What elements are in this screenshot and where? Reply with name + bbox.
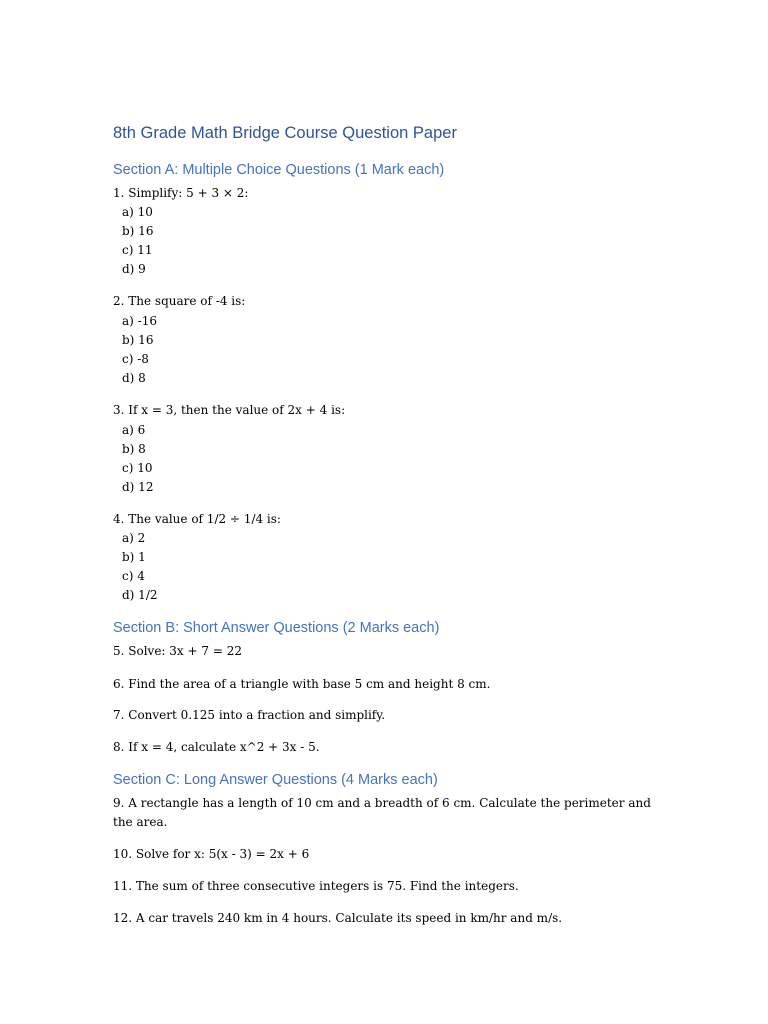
question-9: 9. A rectangle has a length of 10 cm and a breadth of 6 cm. Calculate the perimeter and the area. [113, 796, 651, 829]
section-a-heading: Section A: Multiple Choice Questions (1 Mark each) [113, 162, 445, 178]
question-2-option-c: c) -8 [122, 352, 149, 366]
question-6: 6. Find the area of a triangle with base 5 cm and height 8 cm. [113, 677, 491, 691]
question-1: 1. Simplify: 5 + 3 × 2: [113, 186, 249, 200]
question-4-option-d: d) 1/2 [122, 588, 158, 602]
question-3: 3. If x = 3, then the value of 2x + 4 is: [113, 403, 346, 417]
question-1-option-c: c) 11 [122, 243, 153, 257]
question-2: 2. The square of -4 is: [113, 294, 246, 308]
question-4-option-a: a) 2 [122, 531, 146, 545]
question-3-option-b: b) 8 [122, 442, 146, 456]
question-12: 12. A car travels 240 km in 4 hours. Calculate its speed in km/hr and m/s. [113, 911, 563, 925]
section-c-heading: Section C: Long Answer Questions (4 Marks each) [113, 772, 438, 788]
question-2-option-b: b) 16 [122, 333, 154, 347]
question-3-option-c: c) 10 [122, 461, 153, 475]
question-5: 5. Solve: 3x + 7 = 22 [113, 644, 242, 658]
question-3-option-a: a) 6 [122, 423, 146, 437]
question-8: 8. If x = 4, calculate x^2 + 3x - 5. [113, 740, 320, 754]
question-7: 7. Convert 0.125 into a fraction and simplify. [113, 708, 386, 722]
question-1-option-b: b) 16 [122, 224, 154, 238]
question-2-option-d: d) 8 [122, 371, 146, 385]
question-1-option-a: a) 10 [122, 205, 153, 219]
question-2-option-a: a) -16 [122, 314, 157, 328]
question-4-option-b: b) 1 [122, 550, 146, 564]
question-4-option-c: c) 4 [122, 569, 145, 583]
question-11: 11. The sum of three consecutive integers is 75. Find the integers. [113, 879, 519, 893]
question-1-option-d: d) 9 [122, 262, 146, 276]
question-3-option-d: d) 12 [122, 480, 154, 494]
document-title: 8th Grade Math Bridge Course Question Paper [113, 124, 457, 142]
section-b-heading: Section B: Short Answer Questions (2 Marks each) [113, 620, 440, 636]
question-10: 10. Solve for x: 5(x - 3) = 2x + 6 [113, 847, 310, 861]
question-4: 4. The value of 1/2 ÷ 1/4 is: [113, 512, 281, 526]
